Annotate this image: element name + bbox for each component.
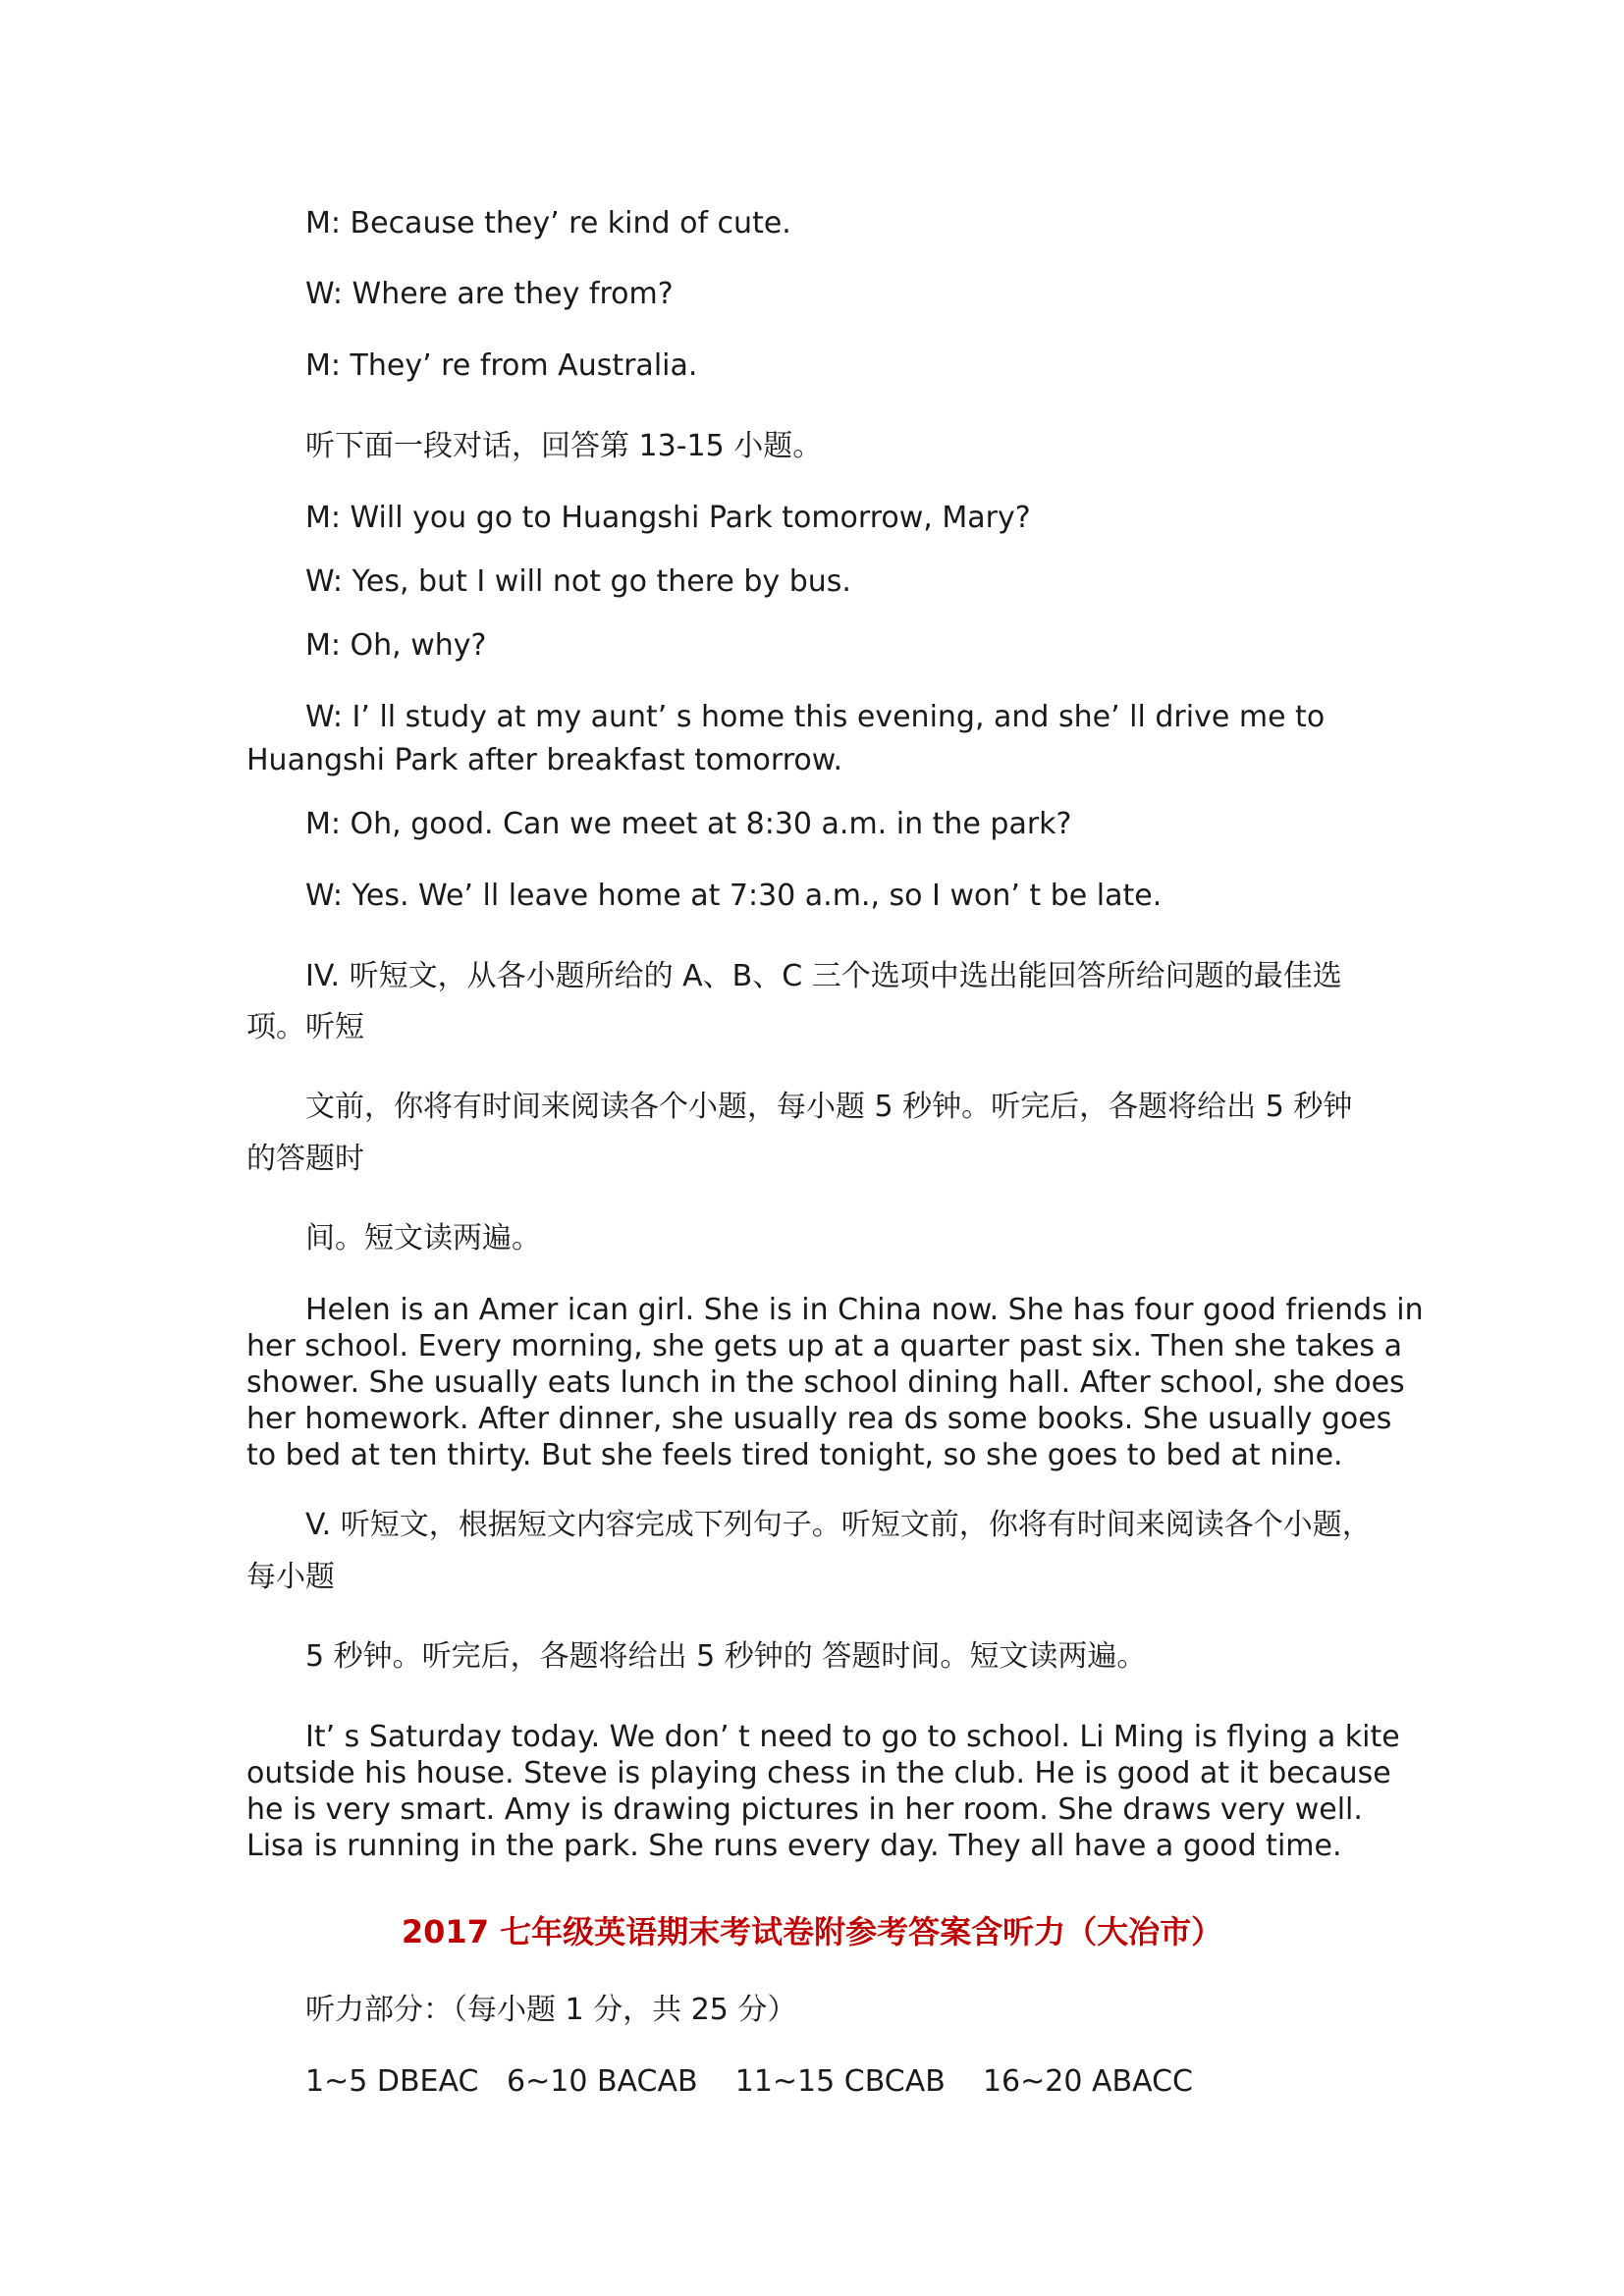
section-iv-instruction: 文前，你将有时间来阅读各个小题，每小题 5 秒钟。听完后，各题将给出 5 秒钟 (305, 1090, 1353, 1124)
passage-v-text: It’ s Saturday today. We don’ t need to go to school. Li Ming is flying a kite outside his house. Steve is playing chess in the club. He is good at it because he is very smart. Amy is drawing pictures in her room. She draws very well. Lisa is running in the park. She runs every day. They all have a good time. (246, 1720, 1400, 1863)
section-v-instruction: V. 听短文，根据短文内容完成下列句子。听短文前，你将有时间来阅读各个小题， (305, 1508, 1372, 1542)
section-v-instruction: 5 秒钟。听完后，各题将给出 5 秒钟的 答题时间。短文读两遍。 (305, 1639, 1147, 1674)
dialogue-line: W: Yes. We’ ll leave home at 7:30 a.m., so I won’ t be late. (305, 879, 1163, 913)
answer-key-subtitle: 听力部分：（每小题 1 分，共 25 分） (305, 1993, 797, 2027)
dialogue-line: M: Because they’ re kind of cute. (305, 206, 791, 240)
dialogue-line: M: They’ re from Australia. (305, 348, 698, 383)
section-iv-instruction: IV. 听短文，从各小题所给的 A、B、C 三个选项中选出能回答所给问题的最佳选 (305, 959, 1342, 993)
dialogue-line-continuation: Huangshi Park after breakfast tomorrow. (246, 743, 843, 777)
answer-key-line: 1~5 DBEAC 6~10 BACAB 11~15 CBCAB 16~20 ABACC (305, 2064, 1193, 2099)
section-instruction: 听下面一段对话，回答第 13-15 小题。 (305, 429, 823, 463)
dialogue-line: M: Oh, why? (305, 628, 487, 663)
dialogue-line: M: Will you go to Huangshi Park tomorrow, Mary? (305, 501, 1031, 535)
dialogue-line: M: Oh, good. Can we meet at 8:30 a.m. in the park? (305, 807, 1072, 841)
answer-key-title: 2017 七年级英语期末考试卷附参考答案含听力（大冶市） (401, 1913, 1223, 1950)
section-v-instruction: 每小题 (246, 1560, 335, 1594)
section-iv-instruction: 间。短文读两遍。 (305, 1221, 541, 1255)
dialogue-line: W: Where are they from? (305, 277, 674, 311)
passage-iv (246, 1292, 1425, 1473)
dialogue-line: W: I’ ll study at my aunt’ s home this evening, and she’ ll drive me to (305, 700, 1326, 734)
passage-iv-text: Helen is an Amer ican girl. She is in China now. She has four good friends in her school. Every morning, she gets up at a quarter past six. Then she takes a shower. She usually eats lunch in the school dining hall. After school, she does her homework. After dinner, she usually rea ds some books. She usually goes to bed at ten thirty. But she feels tired tonight, so she goes to bed at nine. (246, 1293, 1424, 1472)
section-iv-instruction: 项。听短 (246, 1010, 364, 1044)
dialogue-line: W: Yes, but I will not go there by bus. (305, 564, 851, 599)
passage-v (246, 1719, 1425, 1864)
section-iv-instruction: 的答题时 (246, 1142, 364, 1176)
